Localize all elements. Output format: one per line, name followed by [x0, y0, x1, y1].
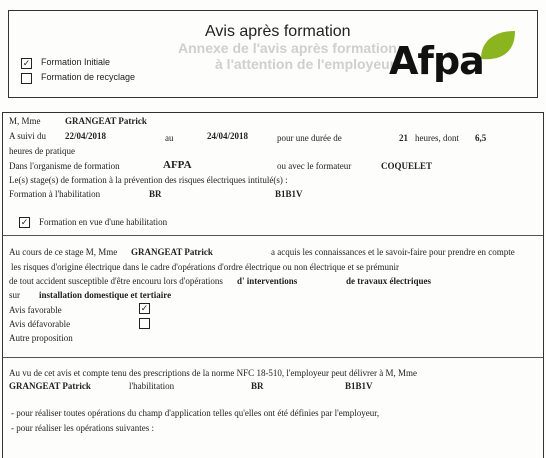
autre-label: Autre proposition	[9, 333, 73, 343]
afpa-logo-text: Afpa	[389, 39, 484, 83]
practice-hours-value: 6,5	[475, 133, 487, 143]
org-name: AFPA	[163, 159, 192, 171]
practice-label: heures de pratique	[9, 146, 75, 156]
main-box	[2, 112, 544, 458]
stages-label: Le(s) stage(s) de formation à la prévention des risques électriques intitulé(s) :	[9, 175, 288, 185]
stage-line-3: de tout accident susceptible d'être encouru lors d'opérations	[9, 276, 223, 286]
formation-recyclage-checkbox[interactable]	[21, 73, 32, 84]
favorable-checkbox[interactable]: ✓	[140, 303, 149, 313]
page-title: Avis après formation	[205, 23, 351, 40]
habilitation-label: Formation à l'habilitation	[9, 189, 101, 199]
org-label: Dans l'organisme de formation	[9, 161, 120, 171]
hours-value: 21	[399, 133, 408, 143]
title-prefix: M, Mme	[9, 116, 41, 126]
section-divider-1	[3, 235, 543, 236]
conclusion-line-1: Au vu de cet avis et compte tenu des prescriptions de la norme NFC 18-510, l'employeur peut délivrer à M, Mme	[9, 368, 418, 378]
habilitation-value-2: B1B1V	[275, 189, 303, 199]
conclusion-name: GRANGEAT Patrick	[9, 381, 91, 391]
favorable-label: Avis favorable	[9, 305, 62, 315]
habilitation-value-1: BR	[149, 189, 162, 199]
trainer-label: ou avec le formateur	[277, 161, 352, 171]
installation-value: installation domestique et tertiaire	[39, 290, 172, 300]
stage-acquired: a acquis les connaissances et le savoir-faire pour prendre en compte	[271, 247, 515, 257]
header-box	[8, 10, 538, 98]
ghost-title-1: Annexe de l'avis après formation	[178, 40, 397, 56]
stage-intro: Au cours de ce stage M, Mme	[9, 247, 118, 257]
ghost-title-2: à l'attention de l'employeur	[215, 56, 396, 72]
heures-dont-label: heures, dont	[415, 133, 459, 143]
stage-line-2: les risques d'origine électrique dans le cadre d'opérations d'ordre électrique ou non électrique et se prémunir	[11, 262, 399, 272]
defavorable-checkbox[interactable]	[139, 318, 150, 329]
habilitation-checkbox-label: Formation en vue d'une habilitation	[39, 217, 168, 227]
end-date: 24/04/2018	[207, 131, 249, 141]
conclusion-bullet-2: - pour réaliser les opérations suivantes :	[11, 423, 154, 433]
au-label: au	[165, 133, 174, 143]
trainee-name: GRANGEAT Patrick	[65, 116, 147, 126]
formation-recyclage-label: Formation de recyclage	[41, 72, 136, 82]
trainer-name: COQUELET	[381, 161, 433, 171]
conclusion-hab-2: B1B1V	[345, 381, 373, 391]
section-divider-2	[3, 357, 543, 358]
followed-label: A suivi du	[9, 131, 47, 141]
duration-label: pour une durée de	[277, 133, 342, 143]
start-date: 22/04/2018	[65, 131, 107, 141]
habilitation-checkbox[interactable]: ✓	[20, 217, 29, 227]
conclusion-hab-1: BR	[251, 381, 264, 391]
conclusion-habilitation-label: l'habilitation	[129, 381, 175, 391]
defavorable-label: Avis défavorable	[9, 319, 71, 329]
formation-initiale-label: Formation Initiale	[41, 57, 111, 67]
conclusion-bullet-1: - pour réaliser toutes opérations du champ d'application telles qu'elles ont été définies par l'employeur,	[11, 408, 380, 418]
operation-1: d' interventions	[237, 276, 298, 286]
operation-2: de travaux électriques	[346, 276, 431, 286]
afpa-logo	[389, 29, 519, 85]
formation-initiale-checkbox[interactable]: ✓	[22, 58, 31, 68]
sur-label: sur	[9, 290, 20, 300]
stage-name: GRANGEAT Patrick	[131, 247, 213, 257]
